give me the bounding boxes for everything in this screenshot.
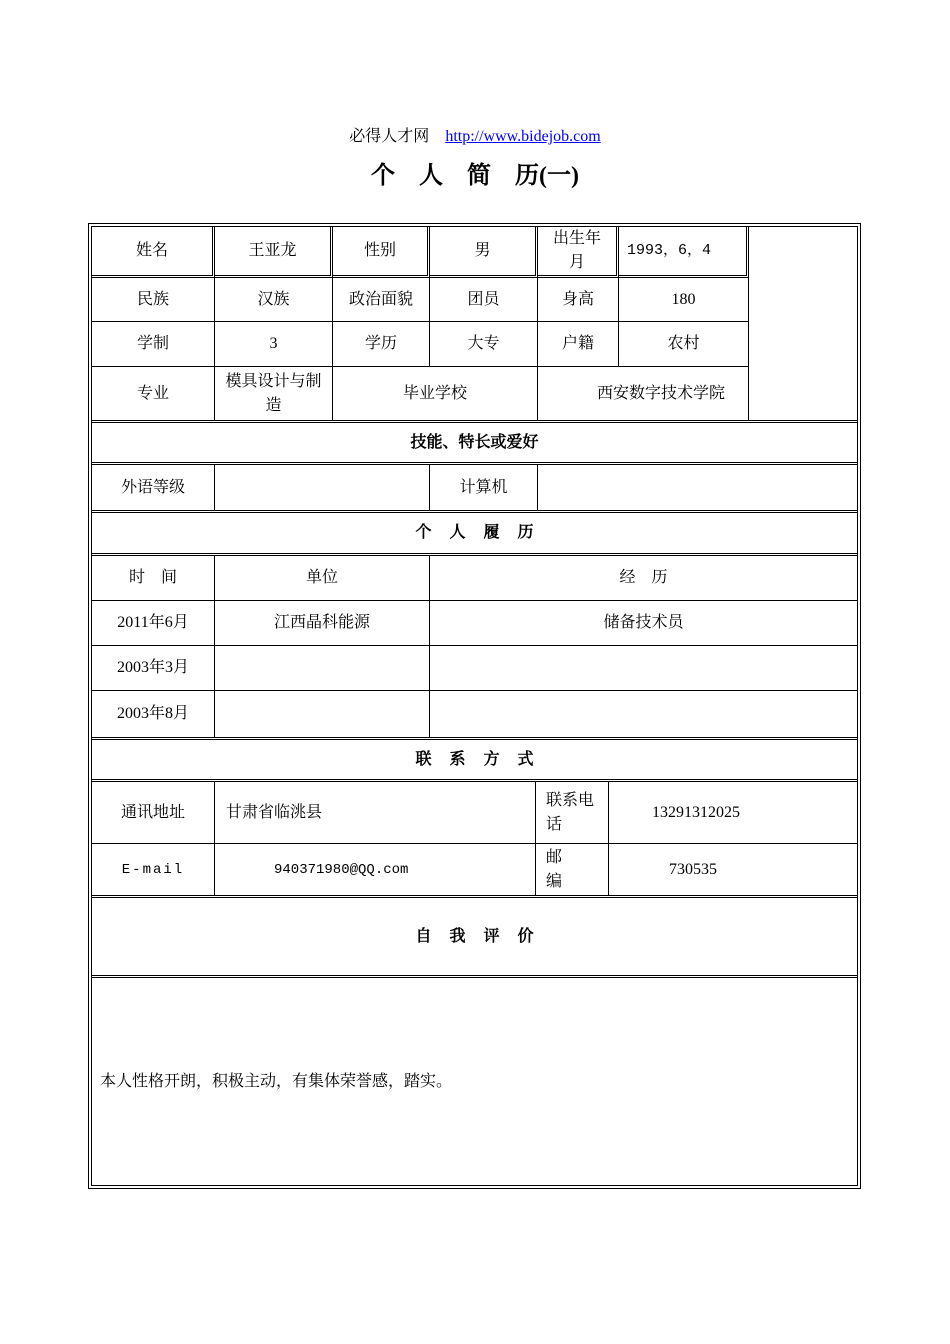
- contact-section: [92, 782, 857, 895]
- political-label: 政治面貌: [333, 278, 430, 322]
- gender-value: 男: [430, 227, 538, 278]
- skills-section-header: [92, 420, 857, 465]
- email-value: 940371980@QQ.com: [215, 843, 536, 895]
- history-row-time: 2011年6月: [92, 600, 215, 645]
- major-label: 专业: [92, 367, 215, 420]
- postcode-value: 730535: [609, 843, 857, 895]
- ethnicity-label: 民族: [92, 278, 215, 322]
- name-label: 姓名: [92, 227, 215, 278]
- site-header: [0, 127, 950, 147]
- language-level-value: [215, 465, 430, 510]
- skills-section: [92, 465, 857, 510]
- schooling-label: 学制: [92, 322, 215, 367]
- computer-label: 计算机: [430, 465, 538, 510]
- phone-value: 13291312025: [652, 803, 740, 821]
- name-value: 王亚龙: [215, 227, 333, 278]
- history-row-unit: 江西晶科能源: [215, 600, 430, 645]
- resume-table: [88, 223, 861, 1189]
- history-time-header: 时 间: [92, 556, 215, 600]
- history-row-time: 2003年8月: [92, 690, 215, 737]
- address-value: 甘肃省临洮县: [215, 782, 536, 843]
- self-evaluation-section-title: 自 我 评 价: [415, 927, 534, 945]
- major-value: 模具设计与制造: [215, 367, 333, 420]
- hukou-value: 农村: [619, 322, 749, 367]
- contact-section-header: [92, 737, 857, 782]
- education-value: 大专: [430, 322, 538, 367]
- history-section-title: 个 人 履 历: [415, 524, 534, 541]
- history-row-experience: [430, 690, 857, 737]
- self-evaluation-section: [92, 978, 857, 1185]
- phone-label: 联系电话: [536, 782, 609, 843]
- height-label: 身高: [538, 278, 619, 322]
- political-value: 团员: [430, 278, 538, 322]
- site-name: 必得人才网: [349, 128, 430, 145]
- contact-section-title: 联 系 方 式: [415, 750, 534, 768]
- history-section: [92, 556, 857, 737]
- history-section-header: [92, 510, 857, 556]
- history-row-experience: [430, 645, 857, 690]
- birth-value: 1993，6，4: [619, 227, 749, 278]
- skills-section-title: 技能、特长或爱好: [410, 433, 539, 451]
- school-value: 西安数字技术学院: [538, 367, 749, 420]
- height-value: 180: [619, 278, 749, 322]
- self-evaluation-text: 本人性格开朗，积极主动，有集体荣誉感，踏实。: [100, 1072, 453, 1090]
- postcode-label: [536, 843, 609, 895]
- photo-cell: [749, 227, 857, 420]
- site-url-link[interactable]: http://www.bidejob.com: [445, 128, 601, 145]
- schooling-value: 3: [215, 322, 333, 367]
- computer-value: [538, 465, 857, 510]
- postcode-label-text: 邮编: [546, 848, 563, 890]
- history-row-unit: [215, 690, 430, 737]
- email-label: E-mail: [92, 843, 215, 895]
- address-label: 通讯地址: [92, 782, 215, 843]
- resume-title: 个 人 简 历(一): [371, 163, 579, 189]
- self-evaluation-section-header: [92, 895, 857, 978]
- hukou-label: 户籍: [538, 322, 619, 367]
- basic-info-section: [92, 227, 857, 420]
- history-row-experience: 储备技术员: [430, 600, 857, 645]
- ethnicity-value: 汉族: [215, 278, 333, 322]
- history-experience-header: 经 历: [619, 569, 668, 586]
- education-label: 学历: [333, 322, 430, 367]
- language-level-label: 外语等级: [92, 465, 215, 510]
- gender-label: 性别: [333, 227, 430, 278]
- birth-label: 出生年月: [538, 227, 619, 278]
- history-row-time: 2003年3月: [92, 645, 215, 690]
- school-label: 毕业学校: [333, 367, 538, 420]
- history-row-unit: [215, 645, 430, 690]
- history-unit-header: 单位: [215, 556, 430, 600]
